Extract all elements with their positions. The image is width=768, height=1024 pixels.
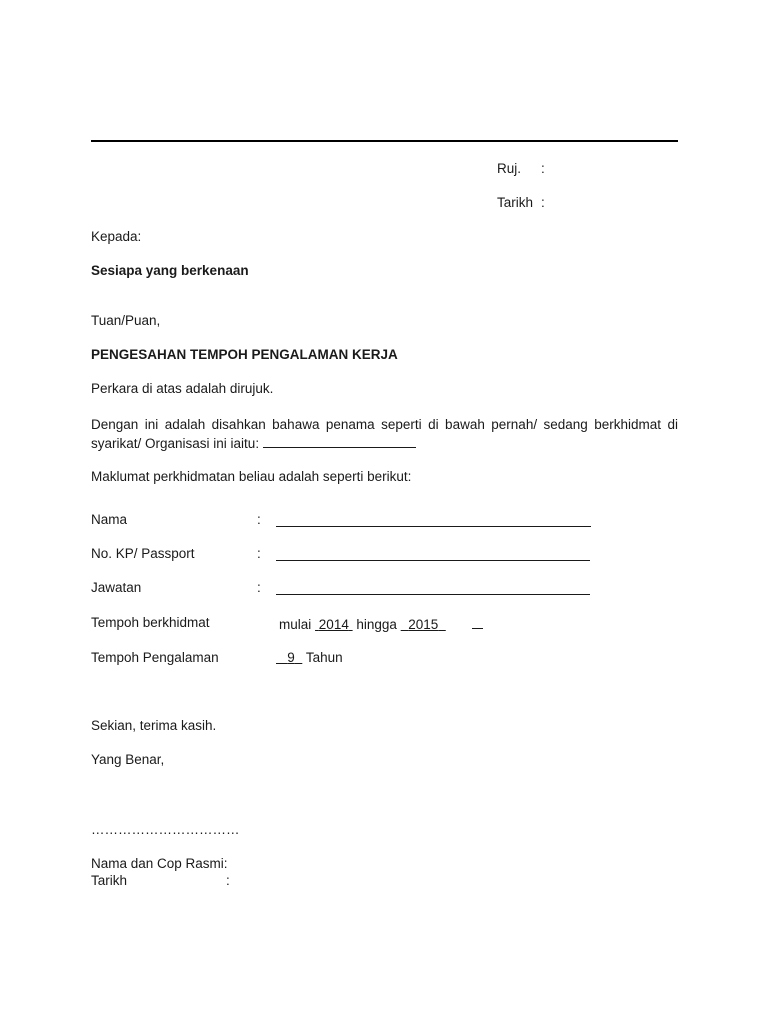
organisation-blank: [263, 434, 416, 448]
nama-label: Nama: [91, 512, 128, 527]
start-year: 2014: [318, 617, 349, 632]
tarikh-colon: :: [541, 195, 545, 210]
body-line-1: Perkara di atas adalah dirujuk.: [91, 381, 274, 396]
nama-blank: [276, 513, 591, 527]
closing-sekian: Sekian, terima kasih.: [91, 718, 217, 733]
closing-tarikh-colon: :: [226, 873, 230, 888]
closing-tarikh-label: Tarikh: [91, 873, 128, 888]
years-value: 9: [287, 650, 295, 665]
jawatan-colon: :: [257, 580, 261, 595]
nama-cop-label: Nama dan Cop Rasmi:: [91, 856, 228, 871]
jawatan-blank: [276, 581, 590, 595]
jawatan-label: Jawatan: [91, 580, 142, 595]
nama-colon: :: [257, 512, 261, 527]
recipient-name: Sesiapa yang berkenaan: [91, 263, 249, 278]
confirmation-text: Dengan ini adalah disahkan bahawa penama seperti di bawah pernah/ sedang berkhidmat di syarikat/ Organisasi ini iaitu:: [91, 417, 678, 451]
hingga-label: hingga: [356, 617, 397, 632]
experience-years: [276, 650, 343, 666]
closing-yang-benar: Yang Benar,: [91, 752, 165, 767]
kp-colon: :: [257, 546, 261, 561]
tarikh-label: Tarikh: [497, 195, 534, 210]
info-intro: Maklumat perkhidmatan beliau adalah seperti berikut:: [91, 469, 412, 484]
tempoh-pengalaman-label: Tempoh Pengalaman: [91, 650, 219, 665]
signature-dots: ……………………………: [91, 822, 240, 837]
end-year: 2015: [408, 617, 439, 632]
salutation: Tuan/Puan,: [91, 313, 161, 328]
subject-title: PENGESAHAN TEMPOH PENGALAMAN KERJA: [91, 347, 398, 362]
ruj-colon: :: [541, 161, 545, 176]
header-rule: [91, 140, 678, 142]
tempoh-berkhidmat-label: Tempoh berkhidmat: [91, 615, 210, 630]
mulai-label: mulai: [279, 617, 312, 632]
service-period: [279, 615, 483, 633]
kp-blank: [276, 547, 590, 561]
end-blank: [472, 615, 483, 629]
ruj-label: Ruj.: [497, 161, 522, 176]
confirmation-paragraph: [91, 416, 678, 453]
kp-label: No. KP/ Passport: [91, 546, 195, 561]
kepada-label: Kepada:: [91, 229, 142, 244]
tahun-label: Tahun: [305, 650, 343, 665]
